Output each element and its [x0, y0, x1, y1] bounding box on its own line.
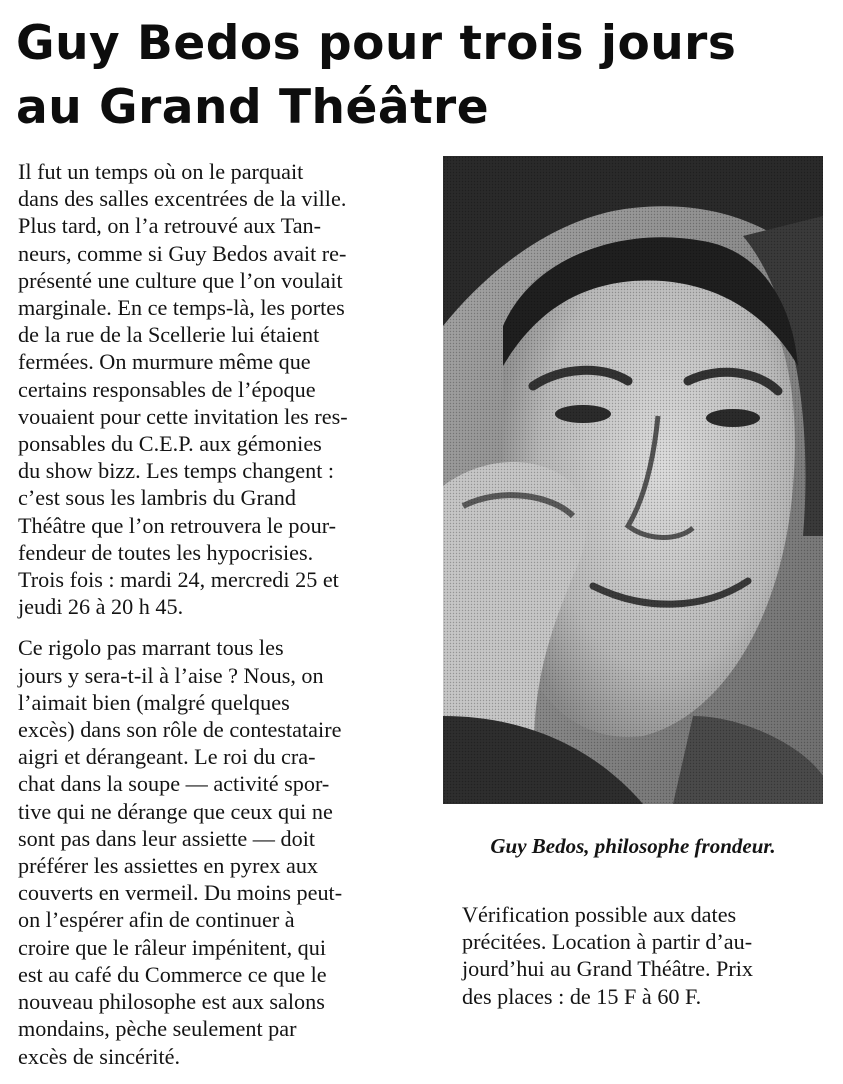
text-line: marginale. En ce temps-là, les portes: [18, 295, 345, 321]
text-line: Plus tard, on l’a retrouvé aux Tan-: [18, 213, 322, 239]
text-line: fendeur de toutes les hypocrisies.: [18, 539, 314, 565]
text-line: couverts en vermeil. Du moins peut-: [18, 880, 343, 906]
text-line: Il fut un temps où on le parquait: [18, 159, 304, 184]
text-line: jours y sera-t-il à l’aise ? Nous, on: [18, 662, 324, 688]
paragraph-1: [18, 158, 400, 620]
text-line: préférer les assiettes en pyrex aux: [18, 853, 319, 879]
text-line: c’est sous les lambris du Grand: [18, 485, 296, 511]
text-line: nouveau philosophe est aux salons: [18, 989, 325, 1015]
text-line: est au café du Commerce ce que le: [18, 961, 327, 987]
text-line: présenté une culture que l’on voulait: [18, 267, 343, 293]
text-line: sont pas dans leur assiette — doit: [18, 825, 316, 851]
left-column: [18, 158, 400, 1084]
text-line: vouaient pour cette invitation les res-: [18, 403, 348, 429]
text-line: chat dans la soupe — activité spor-: [18, 771, 330, 797]
headline: [16, 12, 831, 140]
headline-line-2: au Grand Théâtre: [16, 80, 490, 135]
text-line: aigri et dérangeant. Le roi du cra-: [18, 744, 316, 770]
text-line: dans des salles excentrées de la ville.: [18, 186, 347, 212]
text-line: des places : de 15 F à 60 F.: [462, 983, 702, 1009]
text-line: ponsables du C.E.P. aux gémonies: [18, 431, 322, 457]
text-line: l’aimait bien (malgré quelques: [18, 689, 290, 715]
text-line: excès de sincérité.: [18, 1043, 181, 1069]
headline-line-1: Guy Bedos pour trois jours: [16, 16, 737, 71]
paragraph-2: [18, 634, 400, 1069]
text-line: jourd’hui au Grand Théâtre. Prix: [462, 956, 754, 982]
text-line: fermées. On murmure même que: [18, 349, 311, 375]
text-line: on l’espérer afin de continuer à: [18, 907, 295, 933]
text-line: Trois fois : mardi 24, mercredi 25 et: [18, 567, 339, 593]
text-line: neurs, comme si Guy Bedos avait re-: [18, 240, 347, 266]
text-line: Vérification possible aux dates: [462, 902, 737, 927]
text-line: du show bizz. Les temps changent :: [18, 458, 335, 484]
portrait-photo: [443, 156, 823, 804]
text-line: jeudi 26 à 20 h 45.: [18, 594, 184, 620]
photo-caption: Guy Bedos, philosophe frondeur.: [490, 834, 776, 858]
text-line: excès) dans son rôle de contestataire: [18, 717, 342, 743]
text-line: Ce rigolo pas marrant tous les: [18, 635, 284, 661]
text-line: mondains, pèche seulement par: [18, 1016, 297, 1042]
text-line: croire que le râleur impénitent, qui: [18, 934, 327, 960]
text-line: certains responsables de l’époque: [18, 376, 316, 402]
text-line: tive qui ne dérange que ceux qui ne: [18, 798, 333, 824]
text-line: de la rue de la Scellerie lui étaient: [18, 322, 320, 348]
portrait-illustration: [443, 156, 823, 804]
text-line: précitées. Location à partir d’au-: [462, 929, 753, 955]
text-line: Théâtre que l’on retrouvera le pour-: [18, 512, 337, 538]
paragraph-3: [462, 901, 828, 1010]
